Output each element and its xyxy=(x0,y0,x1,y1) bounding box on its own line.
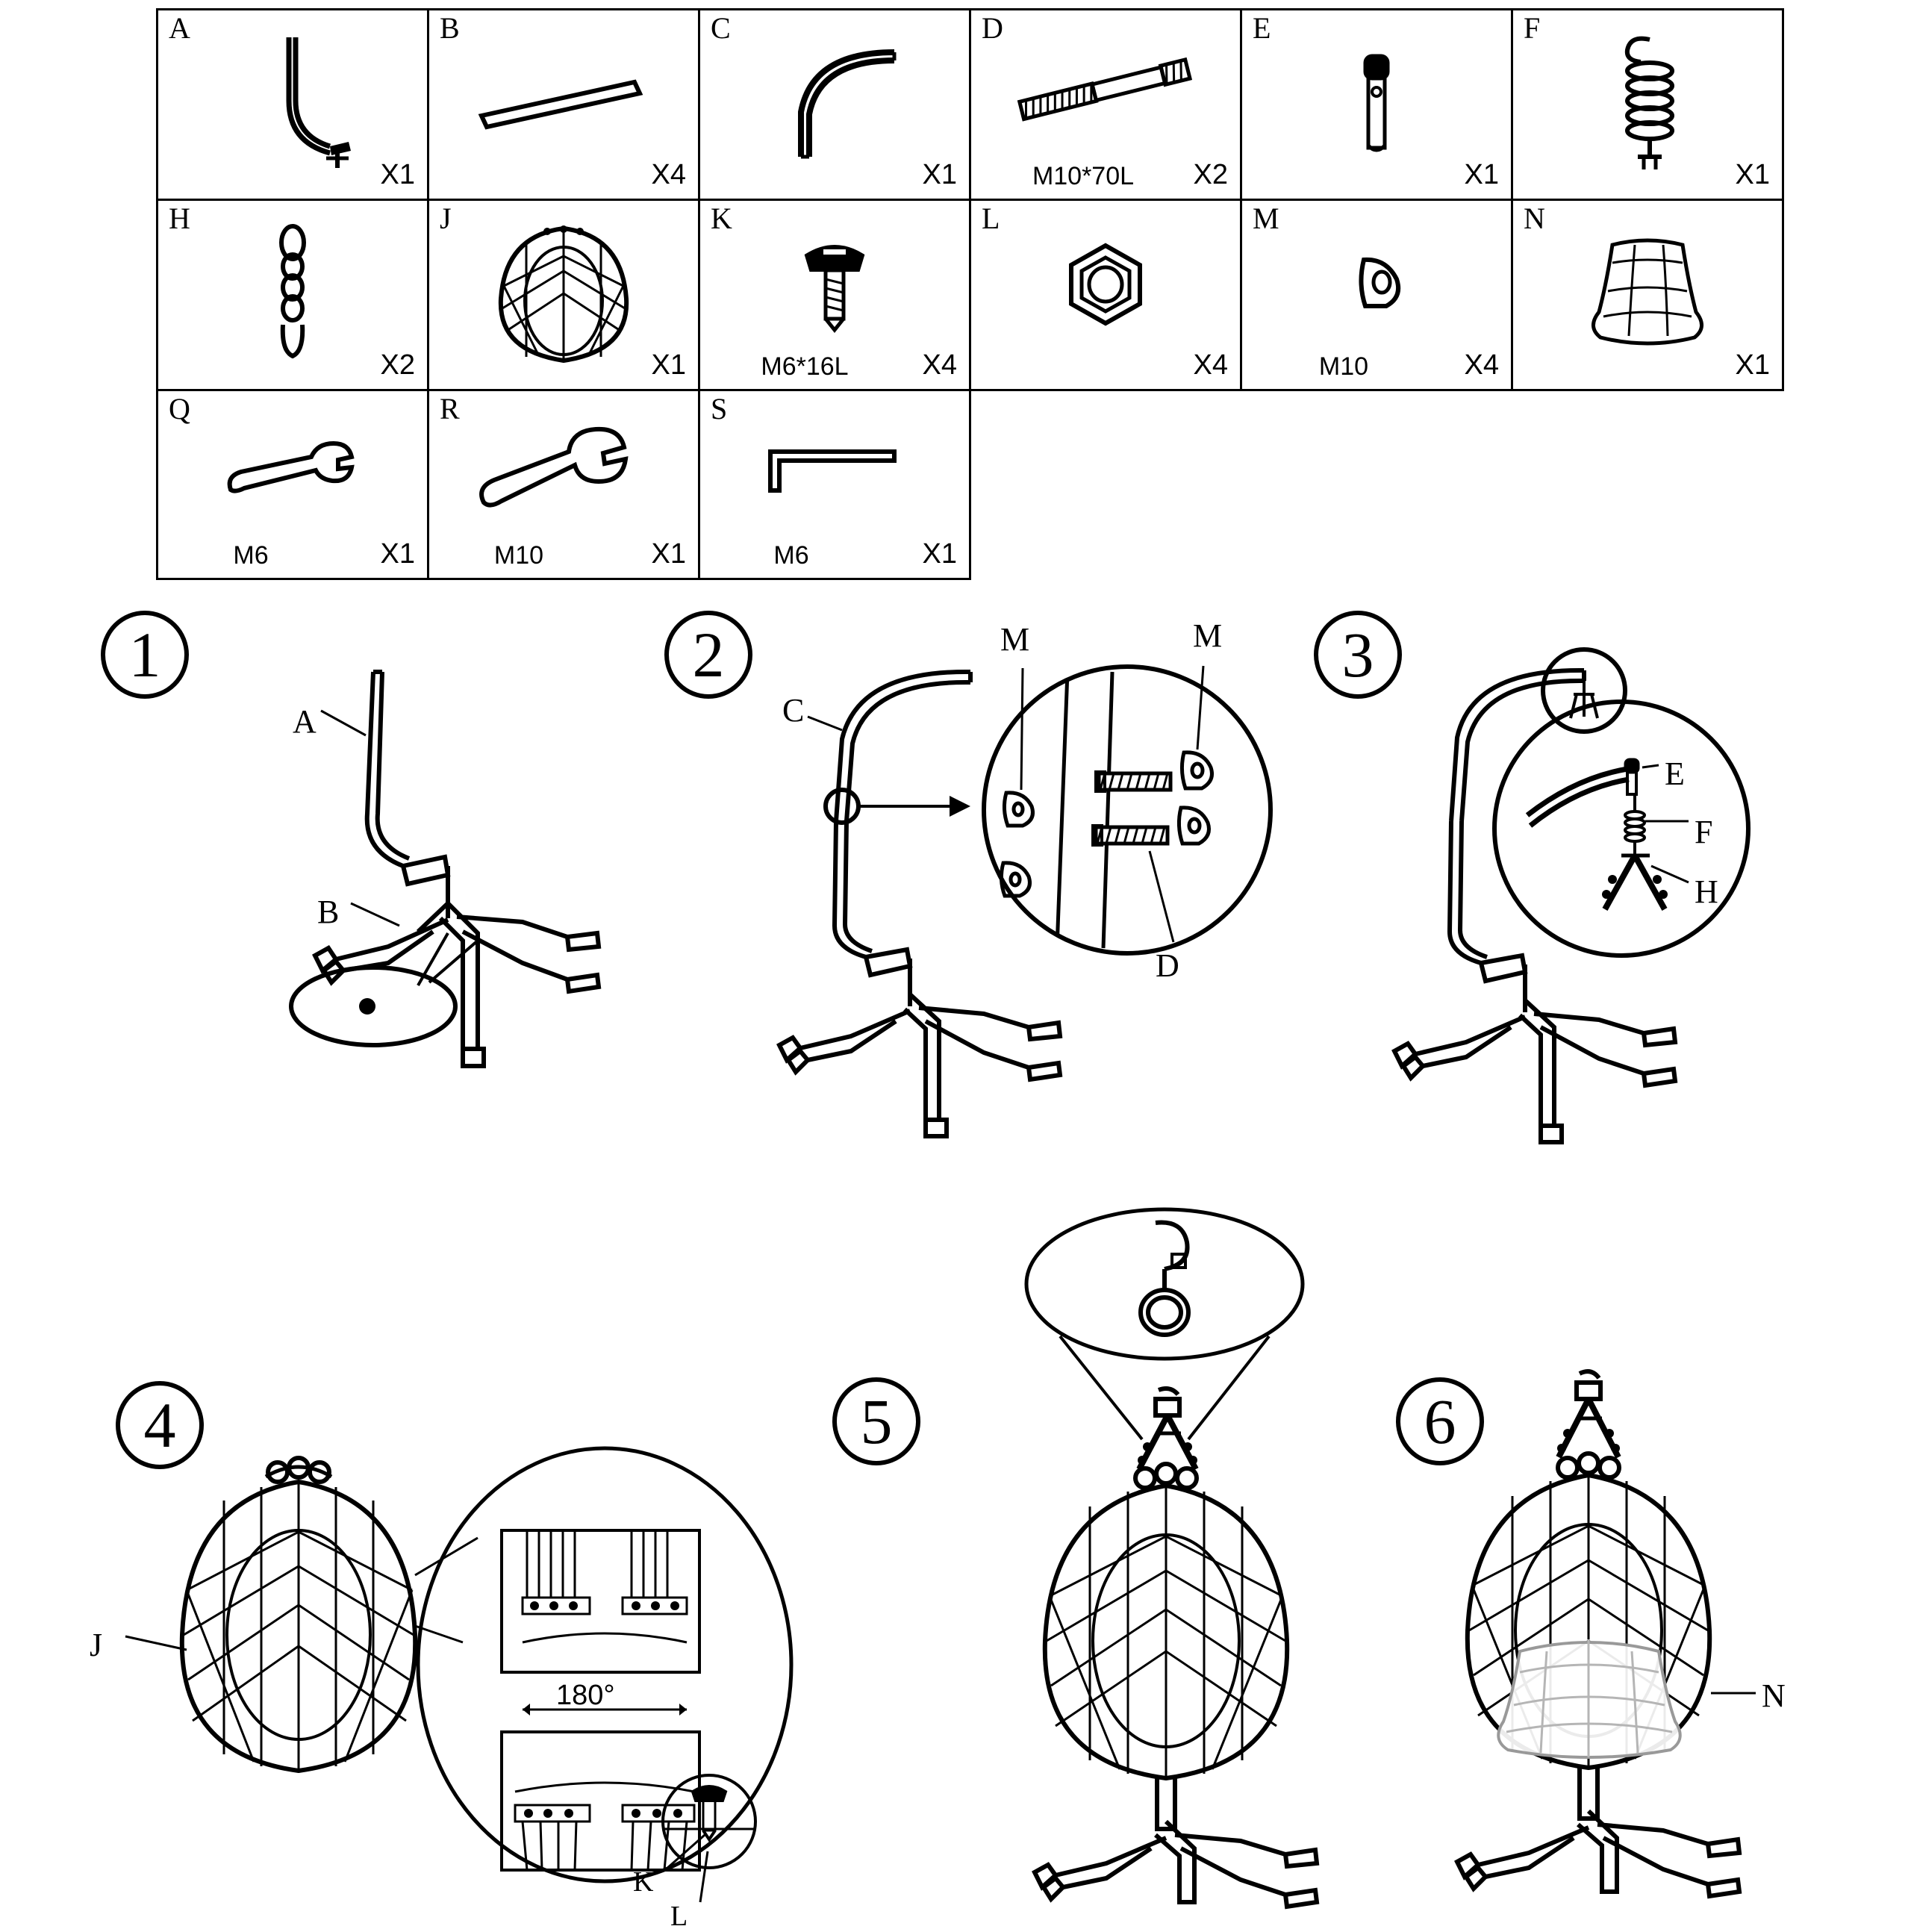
part-qty: X1 xyxy=(380,159,415,190)
part-letter: C xyxy=(711,11,731,45)
part-qty: X2 xyxy=(380,349,415,381)
step1-label-B: B xyxy=(317,894,340,930)
step6-label-N: N xyxy=(1762,1677,1786,1714)
part-letter: M xyxy=(1253,202,1279,235)
part-qty: X4 xyxy=(651,159,686,190)
part-spec: M6*16L xyxy=(761,352,849,381)
part-qty: X1 xyxy=(1464,159,1499,190)
part-qty: X1 xyxy=(651,538,686,570)
step4-label-J: J xyxy=(90,1627,103,1663)
step1-label-A: A xyxy=(293,703,317,740)
step2-label-D: D xyxy=(1156,947,1179,984)
step3-label-F: F xyxy=(1695,814,1713,850)
part-qty: X1 xyxy=(651,349,686,381)
part-qty: X1 xyxy=(922,538,957,570)
step-number-badge: 4 xyxy=(116,1381,204,1469)
part-letter: H xyxy=(169,202,190,235)
step2-label-M-left: M xyxy=(1000,621,1030,658)
part-letter: L xyxy=(982,202,1000,235)
step3-label-E: E xyxy=(1665,755,1685,792)
part-qty: X1 xyxy=(1735,159,1770,190)
part-letter: D xyxy=(982,11,1003,45)
part-qty: X1 xyxy=(380,538,415,570)
step-number-badge: 2 xyxy=(664,611,752,699)
step4-annotation-angle: 180° xyxy=(556,1680,615,1711)
step-number-badge: 3 xyxy=(1314,611,1402,699)
part-spec: M10 xyxy=(493,541,544,570)
step-number-badge: 1 xyxy=(101,611,189,699)
step3-label-H: H xyxy=(1695,873,1718,910)
step4-label-K: K xyxy=(633,1866,654,1898)
part-letter: K xyxy=(711,202,732,235)
part-qty: X2 xyxy=(1193,159,1228,190)
part-letter: A xyxy=(169,11,190,45)
part-letter: E xyxy=(1253,11,1271,45)
part-letter: Q xyxy=(169,392,190,426)
part-qty: X4 xyxy=(922,349,957,381)
step4-label-L: L xyxy=(670,1901,688,1932)
part-spec: M6 xyxy=(233,541,269,570)
step-number-badge: 5 xyxy=(832,1377,920,1465)
step-number-badge: 6 xyxy=(1396,1377,1484,1465)
part-spec: M10 xyxy=(1318,352,1369,381)
part-letter: N xyxy=(1524,202,1545,235)
part-letter: F xyxy=(1524,11,1541,45)
part-letter: B xyxy=(440,11,460,45)
step2-label-M-right: M xyxy=(1193,617,1223,654)
part-qty: X4 xyxy=(1464,349,1499,381)
part-qty: X1 xyxy=(1735,349,1770,381)
part-spec: M10*70L xyxy=(1032,162,1135,190)
step2-label-C: C xyxy=(782,692,805,729)
part-qty: X4 xyxy=(1193,349,1228,381)
part-letter: J xyxy=(440,202,452,235)
part-letter: R xyxy=(440,392,460,426)
part-spec: M6 xyxy=(773,541,809,570)
part-qty: X1 xyxy=(922,159,957,190)
part-letter: S xyxy=(711,392,728,426)
